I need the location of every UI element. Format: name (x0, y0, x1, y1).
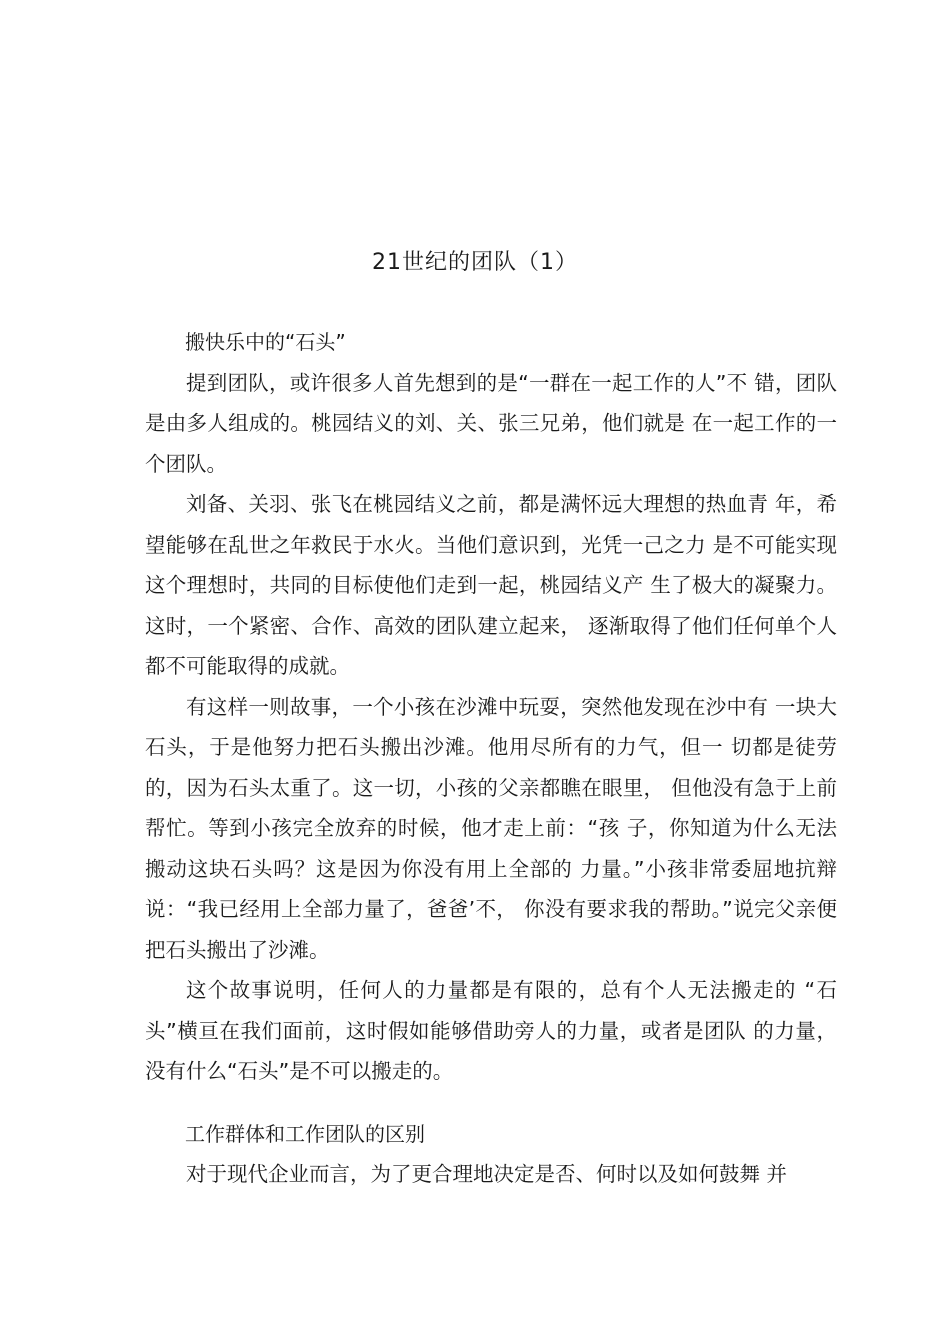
paragraph: 有这样一则故事，一个小孩在沙滩中玩耍，突然他发现在沙中有 一块大石头，于是他努力把石头搬出沙滩。他用尽所有的力气，但一 切都是徒劳的，因为石头太重了。这一切，小孩的父亲都瞧在眼里， 但他没有急于上前帮忙。等到小孩完全放弃的时候，他才走上前：“孩 子，你知道为什么无法搬动这块石头吗？这是因为你没有用上全部的 力量。”小孩非常委屈地抗辩说：“我已经用上全部力量了，爸爸’不， 你没有要求我的帮助。”说完父亲便把石头搬出了沙滩。 (145, 694, 837, 962)
section-spacer (145, 1092, 837, 1114)
section-heading: 搬快乐中的“石头” (185, 330, 346, 354)
document-title: 21世纪的团队（1） (372, 250, 578, 275)
paragraph: 对于现代企业而言，为了更合理地决定是否、何时以及如何鼓舞 并 (186, 1162, 788, 1186)
paragraph: 提到团队，或许很多人首先想到的是“一群在一起工作的人”不 错，团队是由多人组成的。桃园结义的刘、关、张三兄弟，他们就是 在一起工作的一个团队。 (145, 370, 837, 476)
section-heading: 工作群体和工作团队的区别 (185, 1121, 425, 1146)
paragraph: 这个故事说明，任何人的力量都是有限的，总有个人无法搬走的 “石头”横亘在我们面前，这时假如能够借助旁人的力量，或者是团队 的力量，没有什么“石头”是不可以搬走的。 (145, 978, 837, 1083)
paragraph: 刘备、关羽、张飞在桃园结义之前，都是满怀远大理想的热血青 年，希望能够在乱世之年救民于水火。当他们意识到，光凭一己之力 是不可能实现这个理想时，共同的目标使他们走到一起，桃园结义产 生了极大的凝聚力。这时，一个紧密、合作、高效的团队建立起来， 逐渐取得了他们任何单个人都不可能取得的成就。 (145, 492, 837, 678)
document-body (145, 322, 837, 1195)
